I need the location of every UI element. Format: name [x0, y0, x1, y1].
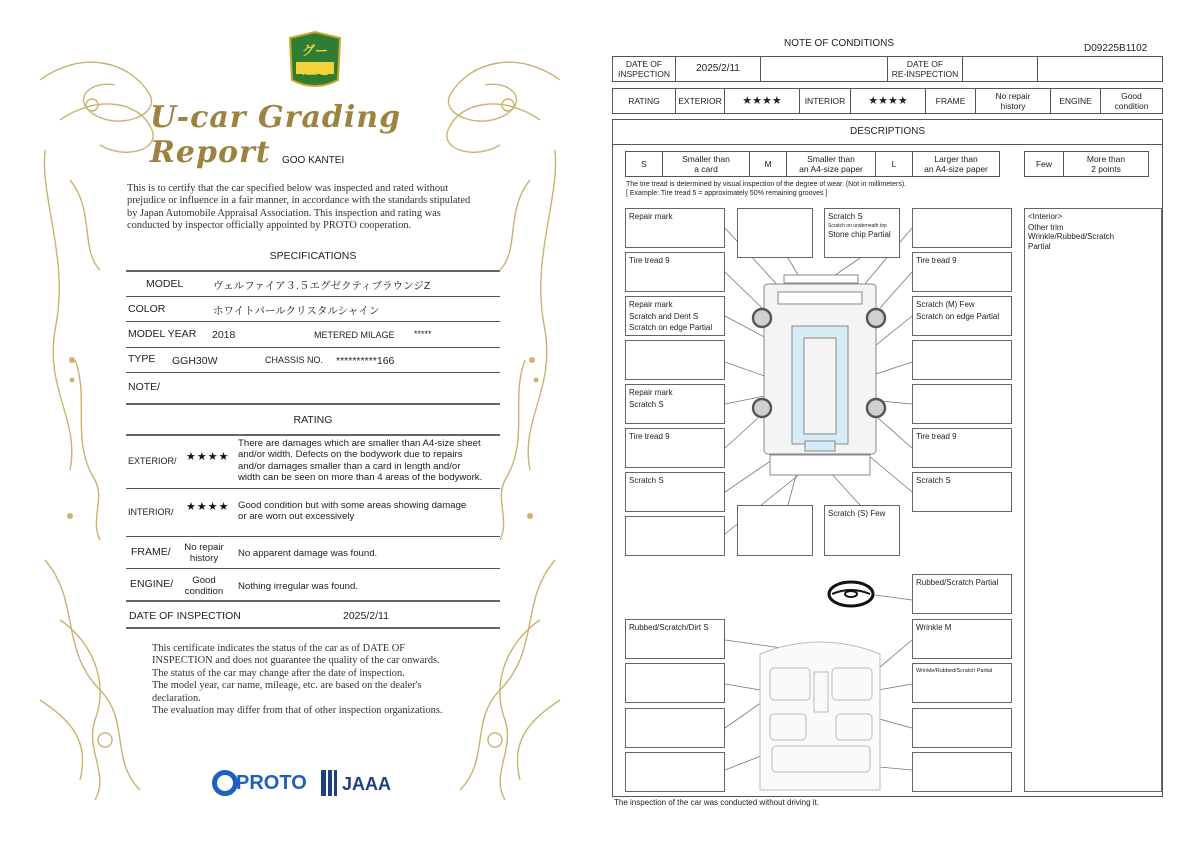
legend-m-description: Smaller than an A4-size paper — [786, 151, 876, 177]
note-box-third-row-left — [625, 752, 725, 792]
engine-value: Good condition — [1100, 88, 1163, 114]
divider — [126, 270, 500, 272]
note-box-rear-door: Scratch (S) Few — [824, 505, 900, 556]
model-value: ヴェルファイア３.５エグゼクティブラウンジZ — [213, 280, 431, 292]
specifications-heading: SPECIFICATIONS — [269, 250, 357, 262]
proto-brand: PROTO — [236, 772, 307, 794]
note-box-center-console: Wrinkle/Rubbed/Scratch Partial — [912, 663, 1012, 703]
color-value: ホワイトパールクリスタルシャイン — [213, 305, 380, 317]
note-box-left-rear-door: Repair mark Scratch S — [625, 384, 725, 424]
engine-value: Good condition — [184, 575, 224, 598]
engine-description: Nothing irregular was found. — [238, 581, 358, 592]
rating-heading: RATING — [293, 414, 333, 426]
descriptions-heading: DESCRIPTIONS — [612, 119, 1163, 145]
note-box-left-quarter: Scratch S — [625, 472, 725, 512]
model-year-label: MODEL YEAR — [128, 328, 197, 340]
certificate-footer-text: This certificate indicates the status of the car as of DATE OF INSPECTION and does not guarantee the quality of the car onwards. The status of the car may change after the date of inspection. The model year, car name, mileage, etc. are based on the dealer's declaration. The evaluation may differ from that of other inspection organizations. — [152, 643, 443, 717]
divider — [126, 600, 500, 602]
logo-text: グー鑑定 — [301, 43, 328, 77]
divider — [126, 627, 500, 629]
inspection-date-label: DATE OF INSPECTION — [612, 56, 676, 82]
jaaa-logo-icon — [321, 770, 337, 796]
note-box-second-row-right — [912, 708, 1012, 748]
divider — [126, 296, 500, 297]
note-box-driver-seat: Wrinkle M — [912, 619, 1012, 659]
report-title: U-car Grading Report — [150, 100, 402, 170]
rating-label: RATING — [612, 88, 676, 114]
exterior-label: EXTERIOR/ — [128, 456, 177, 466]
legend-m: M — [749, 151, 787, 177]
note-box-passenger-seat — [625, 663, 725, 703]
frame-description: No apparent damage was found. — [238, 548, 378, 559]
note-box-rear-left — [625, 516, 725, 556]
tire-note: The tire tread is determined by visual inspection of the degree of wear. (Not in millimeters). [ Example: Tire tread 5 = approximately 50% remaining grooves ] — [626, 181, 907, 197]
type-label: TYPE — [128, 353, 156, 365]
note-box-tire-rear-right: Tire tread 9 — [912, 428, 1012, 468]
note-box-front-left: Repair mark — [625, 208, 725, 248]
note-box-rear — [737, 505, 813, 556]
legend-l: L — [875, 151, 913, 177]
interior-notes: <Interior> Other trim Wrinkle/Rubbed/Scratch Partial — [1024, 208, 1162, 792]
note-box-tire-front-right: Tire tread 9 — [912, 252, 1012, 292]
mileage-label: METERED MILAGE — [314, 330, 395, 340]
document-id: D09225B1102 — [1084, 43, 1148, 54]
exterior-stars: ★★★★ — [186, 451, 230, 463]
divider — [126, 403, 500, 405]
interior-stars: ★★★★ — [850, 88, 926, 114]
model-label: MODEL — [146, 278, 184, 290]
engine-label: ENGINE — [1050, 88, 1101, 114]
interior-label: INTERIOR/ — [128, 507, 174, 517]
note-box-third-row-right — [912, 752, 1012, 792]
interior-stars: ★★★★ — [186, 501, 230, 513]
divider — [126, 434, 500, 436]
divider — [126, 372, 500, 373]
no-driving-note: The inspection of the car was conducted without driving it. — [614, 798, 819, 807]
inspection-date-value: 2025/2/11 — [675, 56, 761, 82]
report-subtitle: GOO KANTEI — [282, 155, 345, 166]
note-box-right-quarter: Scratch S — [912, 472, 1012, 512]
note-box-front-right — [912, 208, 1012, 248]
frame-value: No repair history — [975, 88, 1051, 114]
legend-s-description: Smaller than a card — [662, 151, 750, 177]
note-box-front-top: Scratch S Scratch on underneath top Stone chip Partial — [824, 208, 900, 258]
chassis-label: CHASSIS NO. — [265, 355, 324, 365]
proto-logo-icon — [212, 770, 238, 796]
frame-value: No repair history — [184, 542, 224, 565]
steering-wheel-icon — [829, 582, 873, 606]
exterior-description: There are damages which are smaller than A4-size sheet and/or width. Defects on the bodywork due to repairs and/or damages smaller than a card in length and/or width can be seen on more than 4 areas of the bodywork. — [238, 438, 483, 484]
mileage-value: ***** — [414, 329, 432, 339]
exterior-stars: ★★★★ — [724, 88, 800, 114]
legend-s: S — [625, 151, 663, 177]
color-label: COLOR — [128, 303, 166, 315]
note-box-right-front-door — [912, 340, 1012, 380]
note-box-front — [737, 208, 813, 258]
note-box-left-fender: Repair mark Scratch and Dent S Scratch on edge Partial — [625, 296, 725, 336]
inspection-date-value: 2025/2/11 — [343, 610, 389, 622]
type-value: GGH30W — [172, 355, 218, 367]
note-label: NOTE/ — [128, 381, 161, 393]
inspection-date-label: DATE OF INSPECTION — [129, 610, 241, 622]
note-box-second-row-left — [625, 708, 725, 748]
jaaa-brand: JAAA — [342, 774, 392, 794]
note-of-conditions — [600, 0, 1200, 848]
model-year-value: 2018 — [212, 329, 236, 341]
divider — [126, 321, 500, 322]
interior-description: Good condition but with some areas showing damage or are worn out excessively — [238, 500, 467, 523]
frame-label: FRAME/ — [131, 546, 171, 558]
legend-few: Few — [1024, 151, 1064, 177]
note-box-dashboard: Rubbed/Scratch/Dirt S — [625, 619, 725, 659]
divider — [126, 488, 500, 489]
divider — [126, 568, 500, 569]
note-box-tire-front-left: Tire tread 9 — [625, 252, 725, 292]
legend-l-description: Larger than an A4-size paper — [912, 151, 1000, 177]
conditions-title: NOTE OF CONDITIONS — [784, 38, 894, 49]
divider — [126, 347, 500, 348]
frame-label: FRAME — [925, 88, 976, 114]
note-box-tire-rear-left: Tire tread 9 — [625, 428, 725, 468]
reinspection-date-label: DATE OF RE-INSPECTION — [887, 56, 963, 82]
exterior-label: EXTERIOR — [675, 88, 725, 114]
note-box-right-fender: Scratch (M) Few Scratch on edge Partial — [912, 296, 1012, 336]
chassis-value: **********166 — [336, 355, 395, 367]
engine-label: ENGINE/ — [130, 578, 174, 590]
intro-text: This is to certify that the car specified below was inspected and rated without prejudice or influence in a fair manner, in accordance with the standards stipulated by Japan Automobile Appraisal Association. This inspection and rating was conducted by inspector officially appointed by PROTO cooperation. — [127, 183, 471, 232]
legend-few-description: More than 2 points — [1063, 151, 1149, 177]
note-box-steering: Rubbed/Scratch Partial — [912, 574, 1012, 614]
interior-label: INTERIOR — [799, 88, 851, 114]
note-box-right-rear-door — [912, 384, 1012, 424]
note-box-left-front-door — [625, 340, 725, 380]
divider — [126, 536, 500, 537]
